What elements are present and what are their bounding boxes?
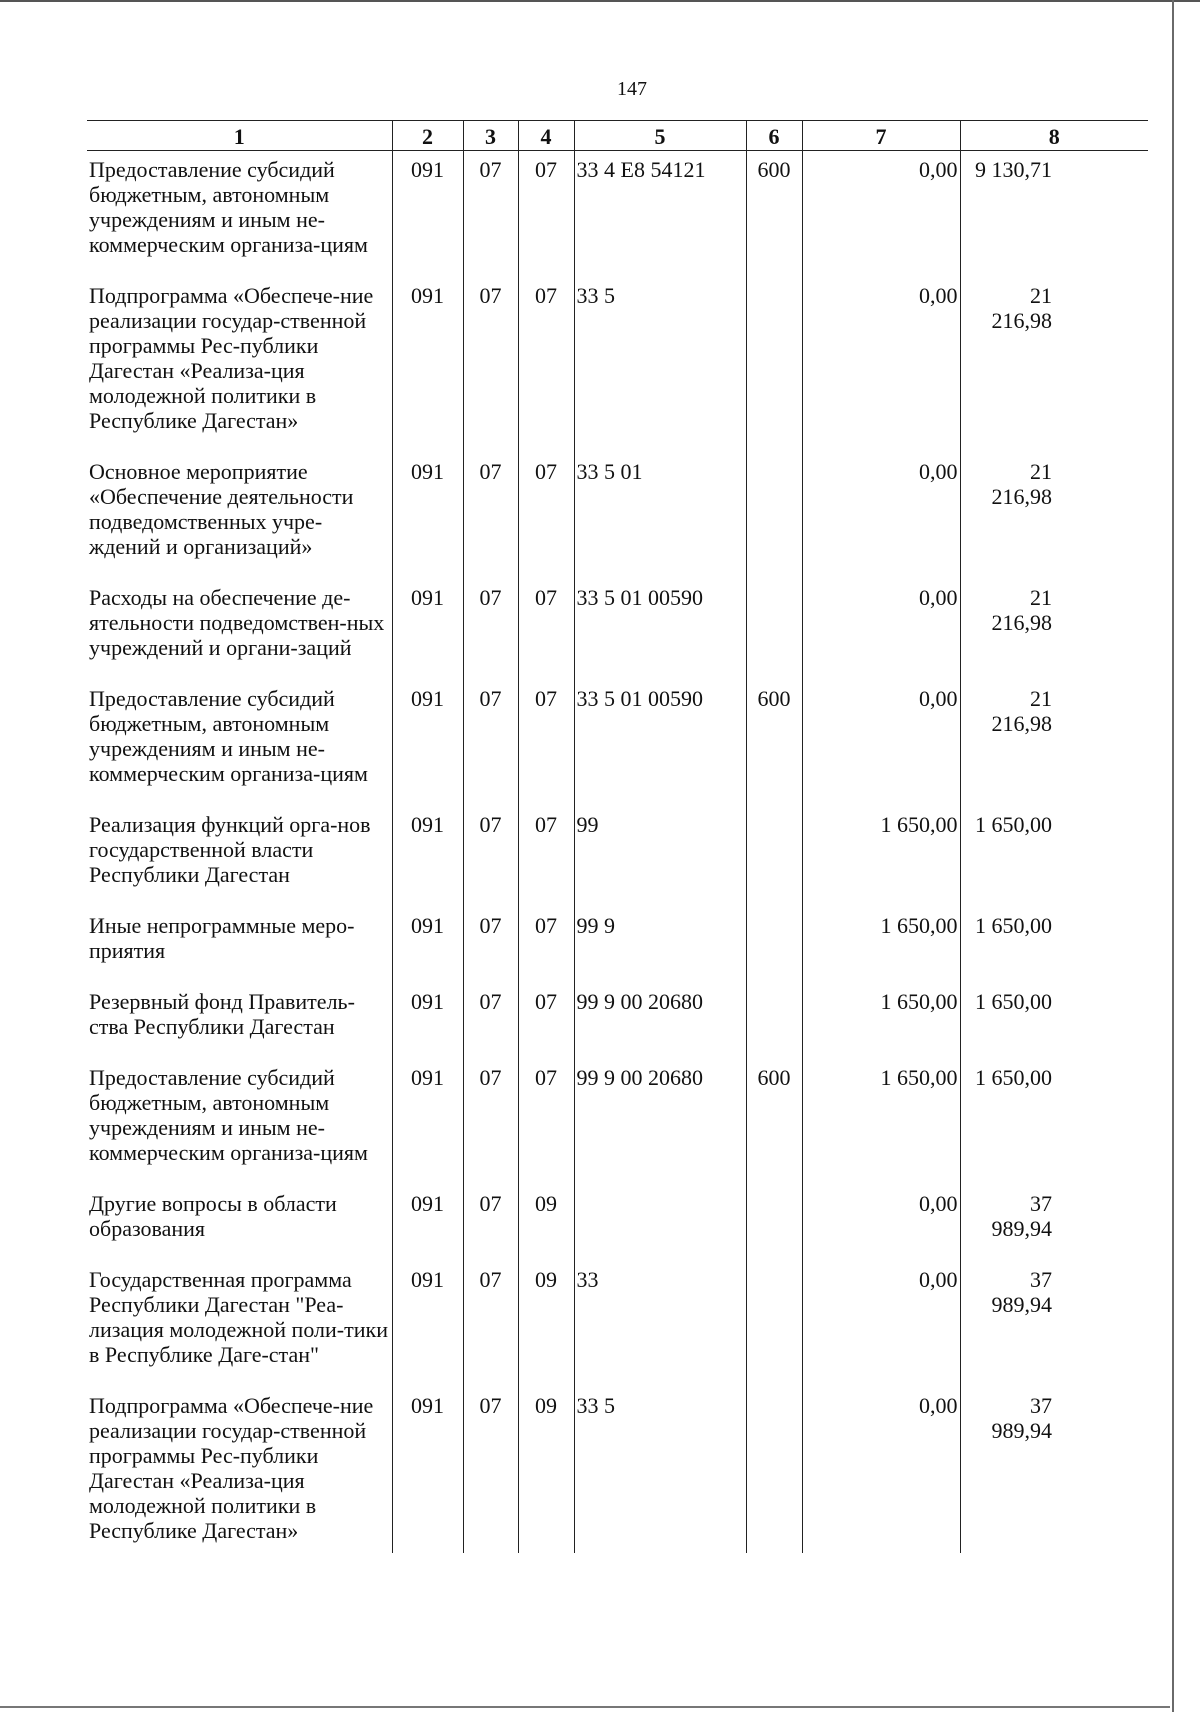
page-number: 147	[617, 78, 647, 100]
target-article-code: 99 9 00 20680	[574, 983, 746, 1059]
ministry-code: 091	[392, 907, 463, 983]
table-row	[87, 680, 1148, 806]
column-header: 4	[518, 121, 574, 151]
expense-type-code	[746, 1261, 802, 1387]
amount-col7: 0,00	[802, 680, 960, 806]
target-article-code: 33 5 01 00590	[574, 579, 746, 680]
amount-col7: 0,00	[802, 1387, 960, 1553]
expense-type-code	[746, 1185, 802, 1261]
amount-col8: 21 216,98	[960, 277, 1148, 453]
target-article-code: 33 4 E8 54121	[574, 151, 746, 278]
amount-col8: 1 650,00	[960, 983, 1148, 1059]
ministry-code: 091	[392, 1185, 463, 1261]
expense-type-code: 600	[746, 680, 802, 806]
table-row	[87, 1261, 1148, 1387]
expense-type-code	[746, 277, 802, 453]
subsection-code: 07	[518, 680, 574, 806]
table-body	[87, 151, 1148, 1554]
table-row	[87, 1387, 1148, 1553]
section-code: 07	[463, 680, 518, 806]
ministry-code: 091	[392, 1059, 463, 1185]
section-code: 07	[463, 579, 518, 680]
row-description: Подпрограмма «Обеспече-ние реализации государ-ственной программы Рес-публики Дагестан «Реализа-ция молодежной политики в Республике Дагестан»	[89, 1393, 374, 1543]
target-article-code	[574, 1185, 746, 1261]
subsection-code: 07	[518, 983, 574, 1059]
expense-type-code	[746, 453, 802, 579]
column-header: 7	[802, 121, 960, 151]
expense-type-code: 600	[746, 1059, 802, 1185]
expense-type-code	[746, 579, 802, 680]
amount-col8: 1 650,00	[960, 907, 1148, 983]
amount-col7: 1 650,00	[802, 907, 960, 983]
section-code: 07	[463, 806, 518, 907]
column-header: 3	[463, 121, 518, 151]
ministry-code: 091	[392, 277, 463, 453]
table-row	[87, 1185, 1148, 1261]
table-row	[87, 277, 1148, 453]
table-header-row	[87, 121, 1148, 151]
amount-col7: 0,00	[802, 1261, 960, 1387]
expense-type-code	[746, 806, 802, 907]
amount-col8: 37 989,94	[960, 1387, 1148, 1553]
target-article-code: 33 5	[574, 1387, 746, 1553]
section-code: 07	[463, 453, 518, 579]
section-code: 07	[463, 1185, 518, 1261]
table-row	[87, 151, 1148, 278]
ministry-code: 091	[392, 983, 463, 1059]
amount-col8: 1 650,00	[960, 1059, 1148, 1185]
section-code: 07	[463, 151, 518, 278]
amount-col8: 21 216,98	[960, 453, 1148, 579]
amount-col7: 1 650,00	[802, 806, 960, 907]
subsection-code: 07	[518, 806, 574, 907]
table-row	[87, 983, 1148, 1059]
row-description: Иные непрограммные меро-приятия	[89, 913, 355, 963]
expense-type-code	[746, 1387, 802, 1553]
subsection-code: 09	[518, 1185, 574, 1261]
target-article-code: 99 9	[574, 907, 746, 983]
target-article-code: 33	[574, 1261, 746, 1387]
ministry-code: 091	[392, 151, 463, 278]
target-article-code: 99	[574, 806, 746, 907]
expense-type-code	[746, 983, 802, 1059]
subsection-code: 09	[518, 1387, 574, 1553]
table-row	[87, 806, 1148, 907]
amount-col8: 37 989,94	[960, 1185, 1148, 1261]
amount-col8: 9 130,71	[960, 151, 1148, 278]
target-article-code: 33 5 01 00590	[574, 680, 746, 806]
amount-col7: 0,00	[802, 453, 960, 579]
amount-col7: 1 650,00	[802, 983, 960, 1059]
section-code: 07	[463, 907, 518, 983]
scan-edge-right	[1172, 0, 1174, 1712]
table-row	[87, 1059, 1148, 1185]
amount-col8: 21 216,98	[960, 680, 1148, 806]
amount-col7: 1 650,00	[802, 1059, 960, 1185]
amount-col7: 0,00	[802, 579, 960, 680]
subsection-code: 09	[518, 1261, 574, 1387]
subsection-code: 07	[518, 907, 574, 983]
column-header: 1	[87, 121, 392, 151]
target-article-code: 33 5 01	[574, 453, 746, 579]
amount-col8: 1 650,00	[960, 806, 1148, 907]
subsection-code: 07	[518, 151, 574, 278]
row-description: Реализация функций орга-нов государственной власти Республики Дагестан	[89, 812, 371, 887]
amount-col8: 21 216,98	[960, 579, 1148, 680]
ministry-code: 091	[392, 1387, 463, 1553]
row-description: Расходы на обеспечение де-ятельности подведомствен-ных учреждений и органи-заций	[89, 585, 385, 660]
table-row	[87, 579, 1148, 680]
row-description: Предоставление субсидий бюджетным, автономным учреждениям и иным не-коммерческим организа-циям	[89, 1065, 368, 1165]
row-description: Другие вопросы в области образования	[89, 1191, 337, 1241]
expense-type-code	[746, 907, 802, 983]
section-code: 07	[463, 1261, 518, 1387]
row-description: Основное мероприятие «Обеспечение деятельности подведомственных учре-ждений и организаций»	[89, 459, 354, 559]
scan-edge-top	[0, 0, 1200, 2]
section-code: 07	[463, 983, 518, 1059]
amount-col8: 37 989,94	[960, 1261, 1148, 1387]
amount-col7: 0,00	[802, 151, 960, 278]
row-description: Подпрограмма «Обеспече-ние реализации государ-ственной программы Рес-публики Дагестан «Реализа-ция молодежной политики в Республике Дагестан»	[89, 283, 374, 433]
section-code: 07	[463, 277, 518, 453]
amount-col7: 0,00	[802, 277, 960, 453]
subsection-code: 07	[518, 579, 574, 680]
section-code: 07	[463, 1059, 518, 1185]
target-article-code: 33 5	[574, 277, 746, 453]
table-row	[87, 907, 1148, 983]
row-description: Государственная программа Республики Дагестан "Реа-лизация молодежной поли-тики в Республике Даге-стан"	[89, 1267, 388, 1367]
row-description: Резервный фонд Правитель-ства Республики Дагестан	[89, 989, 355, 1039]
row-description: Предоставление субсидий бюджетным, автономным учреждениям и иным не-коммерческим организа-циям	[89, 686, 368, 786]
ministry-code: 091	[392, 579, 463, 680]
subsection-code: 07	[518, 277, 574, 453]
table-row	[87, 453, 1148, 579]
amount-col7: 0,00	[802, 1185, 960, 1261]
column-header: 6	[746, 121, 802, 151]
subsection-code: 07	[518, 453, 574, 579]
column-header: 8	[960, 121, 1148, 151]
expense-type-code: 600	[746, 151, 802, 278]
row-description: Предоставление субсидий бюджетным, автономным учреждениям и иным не-коммерческим организа-циям	[89, 157, 368, 257]
ministry-code: 091	[392, 1261, 463, 1387]
subsection-code: 07	[518, 1059, 574, 1185]
scan-edge-bottom	[0, 1706, 1170, 1708]
column-header: 2	[392, 121, 463, 151]
ministry-code: 091	[392, 453, 463, 579]
budget-table	[87, 120, 1148, 1553]
target-article-code: 99 9 00 20680	[574, 1059, 746, 1185]
ministry-code: 091	[392, 806, 463, 907]
column-header: 5	[574, 121, 746, 151]
ministry-code: 091	[392, 680, 463, 806]
section-code: 07	[463, 1387, 518, 1553]
